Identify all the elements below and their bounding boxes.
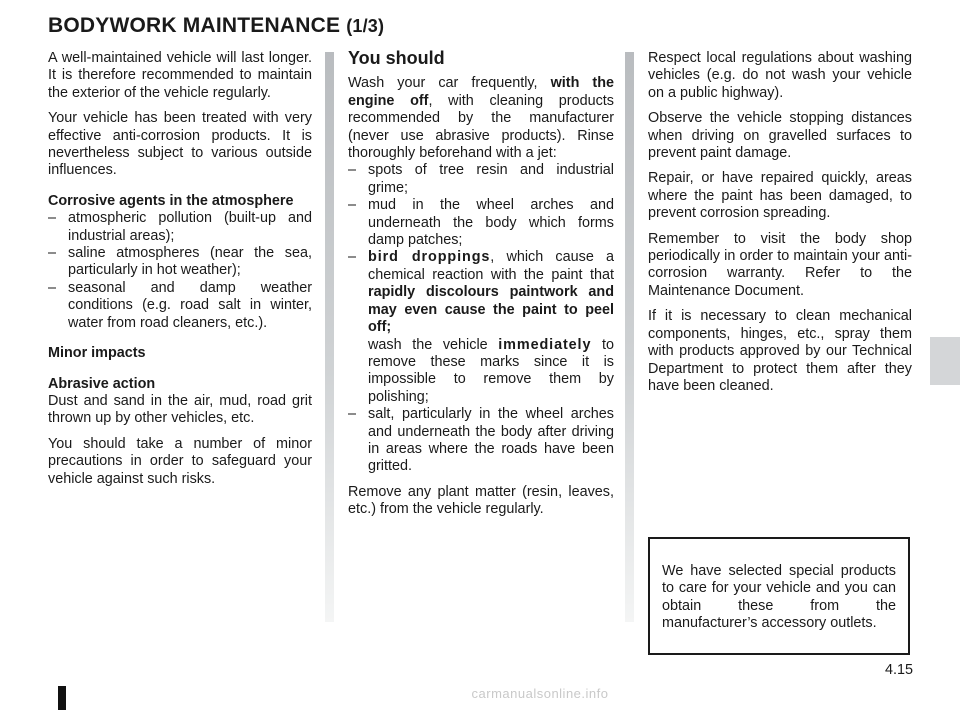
dash-marker: –	[48, 279, 57, 296]
special-products-note-box	[648, 537, 910, 655]
precautions-paragraph: You should take a number of minor precautions in order to safeguard your vehicle against such risks.	[48, 435, 312, 487]
chapter-tab	[930, 337, 960, 385]
rinse-list	[348, 162, 614, 475]
minor-impacts-heading: Minor impacts	[48, 345, 146, 362]
note-text: We have selected special products to care for your vehicle and you can obtain these from the manufacturer’s accessory outlets.	[662, 563, 896, 632]
dash-marker: –	[348, 406, 357, 423]
corrosive-agents-list	[48, 210, 312, 332]
list-item: – mud in the wheel arches and underneath the body which forms damp patches;	[348, 197, 614, 249]
list-item: – salt, particularly in the wheel arches and underneath the body after driving in areas where the roads have been gritted.	[348, 406, 614, 475]
watermark-text: carmanualsonline.info	[471, 686, 609, 701]
regulations-paragraph: Respect local regulations about washing vehicles (e.g. do not wash your vehicle on a public highway).	[648, 50, 912, 101]
edge-mark	[58, 686, 66, 710]
bird-droppings-bold: bird droppings	[368, 249, 491, 266]
mechanical-cleaning-paragraph: If it is necessary to clean mechanical components, hinges, etc., spray them with products approved by our Technical Department to protect them after they have been cleaned.	[648, 308, 912, 394]
list-item: – spots of tree resin and industrial grime;	[348, 162, 614, 196]
peel-warning-bold: rapidly discolours paintwork and may even cause the paint to peel off;	[368, 284, 614, 336]
dash-marker: –	[348, 249, 357, 266]
list-item: – saline atmospheres (near the sea, particularly in hot weather);	[48, 245, 312, 279]
wash-bold: with the engine off	[348, 75, 615, 109]
stopping-distance-paragraph: Observe the vehicle stopping distances when driving on gravelled surfaces to prevent paint damage.	[648, 110, 912, 162]
you-should-heading: You should	[348, 48, 445, 68]
list-item: – bird droppings, which cause a chemical reaction with the paint that rapidly discolours paintwork and may even cause the paint to peel off; wash the vehicle immediately to remove these marks since it is impossible to remove them by polishing;	[348, 249, 615, 405]
immediately-bold: immediately	[498, 336, 592, 353]
intro-paragraph-2: Your vehicle has been treated with very effective anti-corrosion products. It is nevertheless subject to various outside influences.	[48, 110, 312, 179]
dash-marker: –	[348, 162, 357, 179]
page-title-suffix: (1/3)	[346, 16, 385, 36]
intro-paragraph-1: A well-maintained vehicle will last longer. It is therefore recommended to maintain the exterior of the vehicle regularly.	[48, 50, 312, 101]
page-number: 4.15	[884, 662, 913, 678]
column-middle	[348, 50, 614, 527]
column-right	[648, 50, 912, 403]
abrasive-action-text: Dust and sand in the air, mud, road grit thrown up by other vehicles, etc.	[48, 392, 312, 427]
dash-marker: –	[48, 245, 57, 262]
plant-matter-paragraph: Remove any plant matter (resin, leaves, etc.) from the vehicle regularly.	[348, 483, 614, 518]
list-item: – seasonal and damp weather conditions (e.g. road salt in winter, water from road cleaners, etc.).	[48, 279, 312, 331]
page-title-text: BODYWORK MAINTENANCE	[48, 14, 341, 37]
list-item: – atmospheric pollution (built-up and industrial areas);	[48, 210, 312, 244]
corrosive-agents-heading: Corrosive agents in the atmosphere	[48, 192, 294, 209]
page-title	[48, 14, 384, 38]
column-divider-bar	[625, 52, 634, 622]
column-left	[48, 50, 312, 496]
wash-paragraph: Wash your car frequently, with the engine off, with cleaning products recommended by the manufacturer (never use abrasive products). Rinse thoroughly beforehand with a jet:	[348, 75, 615, 162]
abrasive-action-heading: Abrasive action	[48, 375, 156, 392]
body-shop-paragraph: Remember to visit the body shop periodically in order to maintain your anti-corrosion warranty. Refer to the Maintenance Document.	[648, 230, 912, 299]
dash-marker: –	[48, 210, 57, 227]
paint-repair-paragraph: Repair, or have repaired quickly, areas where the paint has been damaged, to prevent corrosion spreading.	[648, 170, 912, 222]
dash-marker: –	[348, 197, 357, 214]
column-divider-bar	[325, 52, 334, 622]
